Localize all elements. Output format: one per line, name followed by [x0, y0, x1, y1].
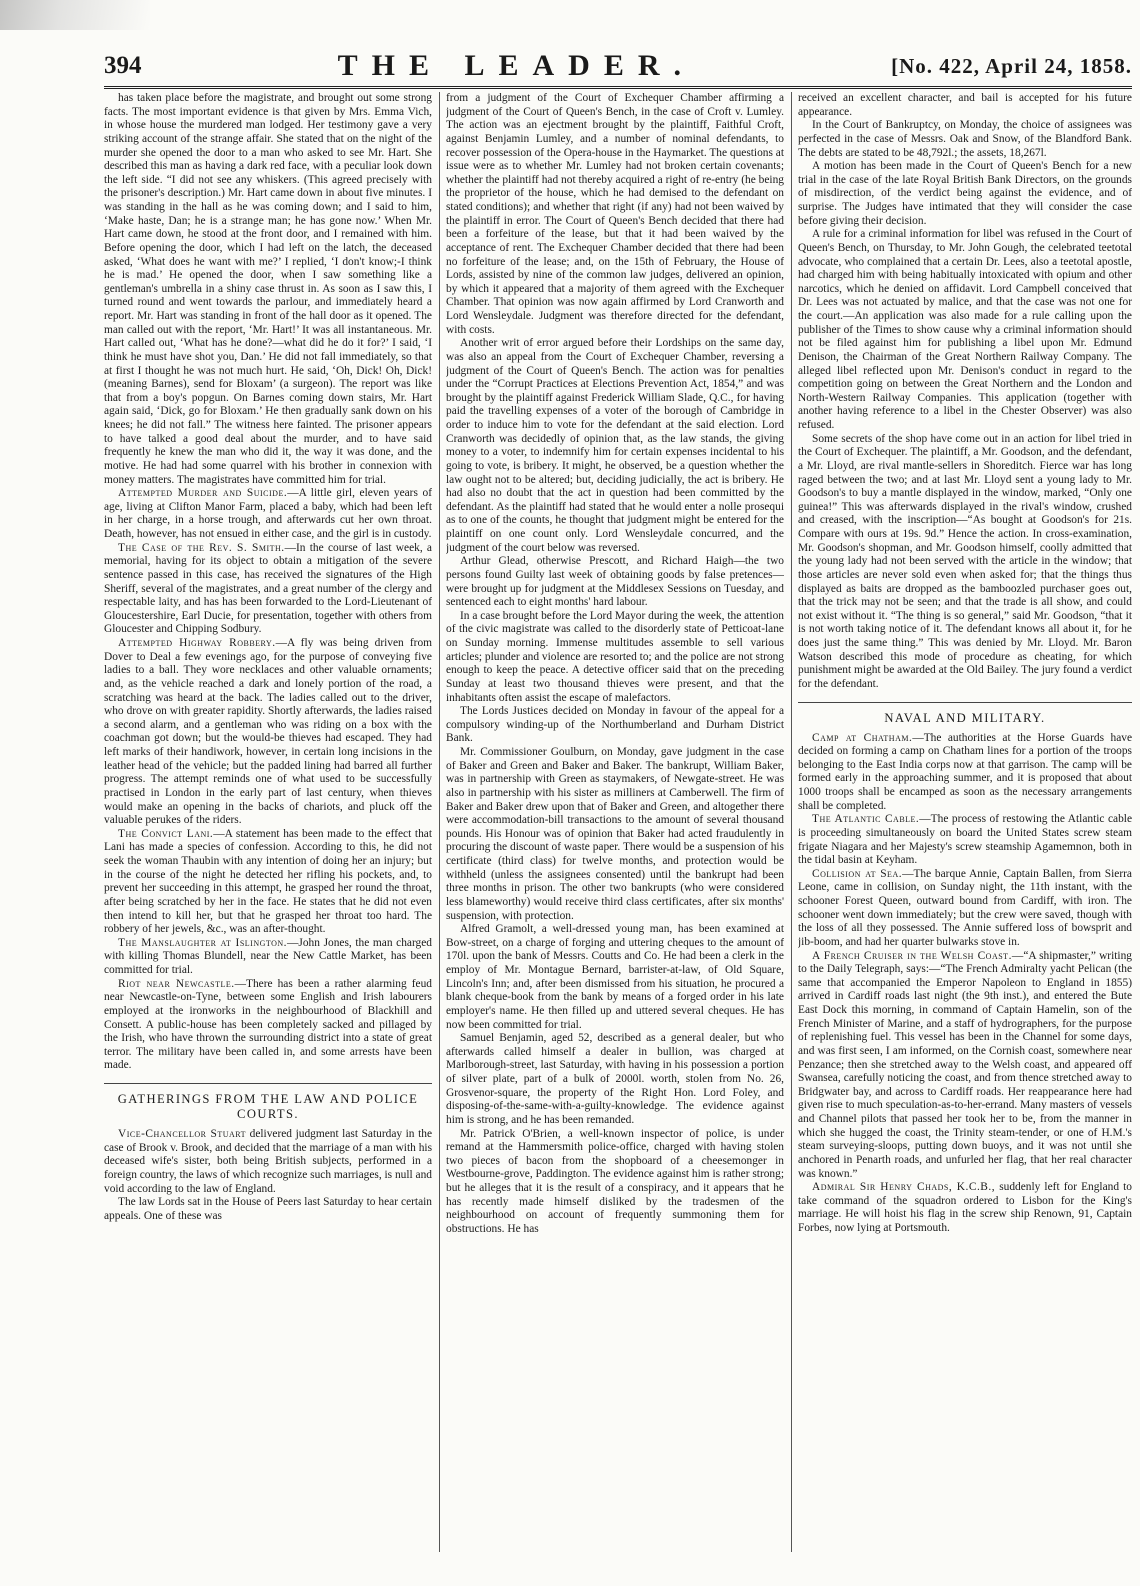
article-paragraph: In a case brought before the Lord Mayor during the week, the attention of the civic magistrate was called to the disorderly state of Petticoat-lane on Sunday morning. Immense multitudes assemble to sell various articles; plunder and violence are resorted to; and the police are not strong enough to keep the peace. A detective officer said that on the preceding Sunday at least two thousand thieves were present, and that the inhabitants often assist the escape of malefactors. — [446, 609, 784, 704]
article-paragraph: Mr. Patrick O'Brien, a well-known inspector of police, is under remand at the Hammersmith police-office, charged with having stolen two pieces of bacon from the shopboard of a cheesemonger in Westbourne-grove, Paddington. The evidence against him is rather strong; but he alleges that it is the result of a conspiracy, and it appears that he has recently made himself disliked by the tradesmen of the neighbourhood on account of frequently summoning them for obstructions. He has — [446, 1127, 784, 1235]
article-paragraph: In the Court of Bankruptcy, on Monday, the choice of assignees was perfected in the case of Messrs. Oak and Snow, of the Blandford Bank. The debts are stated to be 48,792l.; the assets, 18,267l. — [798, 119, 1132, 159]
news-item — [104, 542, 432, 637]
item-subhead: The Atlantic Cable. — [812, 813, 920, 826]
article-paragraph: from a judgment of the Court of Exchequer Chamber affirming a judgment of the Court of Queen's Bench, in the case of Croft v. Lumley. The action was an ejectment brought by the plaintiff, Faithful Croft, against Benjamin Lumley, and a number of nominal defendants, to recover possession of the Opera-house in the Haymarket. The questions at issue were as to whether Mr. Lumley had not broken certain covenants; whether the plaintiff had not thereby acquired a right of re-entry (he being the proprietor of the house, which he had demised to the defendant on stated conditions); and whether that right (if any) had not been waived by the plaintiff in error. The Court of Queen's Bench decided that there had been a forfeiture of the lease, but that it had been waived by the acceptance of rent. The Exchequer Chamber decided that there had been no forfeiture of the lease; and, on the 15th of February, the House of Lords, assisted by nine of the common law judges, delivered an opinion, by which it appeared that a majority of them agreed with the Exchequer Chamber. That opinion was now again affirmed by Lord Cranworth and Lord Wensleydale. Judgment was therefore directed for the defendant, with costs. — [446, 92, 784, 336]
news-item — [798, 1181, 1132, 1236]
item-subhead: Collision at Sea. — [812, 867, 903, 880]
news-item — [104, 637, 432, 828]
article-paragraph: Some secrets of the shop have come out in an action for libel tried in the Court of Exchequer. The plaintiff, a Mr. Goodson, and the defendant, a Mr. Lloyd, are rival mantle-sellers in Shoreditch. Fierce war has long raged between the two; and at last Mr. Lloyd sent a young lady to Mr. Goodson's to buy a mantle displayed in the window, marked, “Only one guinea!” This was afterwards displayed in the rival's window, crushed and creased, with the inscription—“As bought at Goodson's for 21s. Compare with ours at 19s. 9d.” Hence the action. In cross-examination, Mr. Goodson's shopman, and Mr. Goodson himself, coolly admitted that the young lady had not been served with the article in the window; that those articles are never sold even when asked for; that the things thus displayed as baits are dropped as the bamboozled purchaser goes out, that the trick may not be seen; and that the trade is all show, and could not exist without it. “The thing is so general,” said Mr. Goodson, “that it is not worth taking notice of it. The defendant knows all about it, for he does just the same thing.” This was denied by Mr. Lloyd. Mr. Baron Watson described this mode of procedure as cheating, for which punishment might be awarded at the Old Bailey. The jury found a verdict for the defendant. — [798, 432, 1132, 690]
column-divider — [791, 92, 792, 1552]
item-body: —The process of restowing the Atlantic cable is proceeding simultaneously on board the United States screw steam frigate Niagara and her Majesty's screw steamship Agamemnon, both in the tidal basin at Keyham. — [798, 813, 1132, 867]
article-paragraph: Samuel Benjamin, aged 52, described as a general dealer, but who afterwards called himself a dealer in bullion, was charged at Marlborough-street, last Saturday, with having in his possession a portion of silver plate, part of a bulk of 2000l. worth, stolen from No. 26, Grosvenor-square, the property of the Right Hon. Lord Foley, and disposing-of-the-same-with-a-guilty-knowledge. The evidence against him is strong, and he has been remanded. — [446, 1032, 784, 1126]
item-body: —The barque Annie, Captain Ballen, from Sierra Leone, came in collision, on Sunday night, the 11th instant, with the schooner Forest Queen, outward bound from Cardiff, with iron. The schooner went down immediately; but the crew were saved, though with the loss of all they possessed. The Annie suffered loss of bowsprit and jib-boom, and had her quarter bulwarks stove in. — [798, 867, 1132, 948]
article-paragraph: Arthur Glead, otherwise Prescott, and Richard Haigh—the two persons found Guilty last week of obtaining goods by false pretences—were brought up for judgment at the Middlesex Sessions on Tuesday, and sentenced each to eight months' hard labour. — [446, 555, 784, 609]
article-paragraph: received an excellent character, and bail is accepted for his future appearance. — [798, 92, 1132, 118]
section-rule — [798, 702, 1132, 703]
item-subhead: Riot near Newcastle. — [118, 977, 235, 990]
item-body: —A statement has been made to the effect that Lani has made a species of confession. According to this, he did not seek the woman Thaubin with any intention of doing her an injury; but in the course of the night he detected her rifling his pockets, and, to prevent her succeeding in this attempt, he grasped her round the throat, after being scratched by her in the face. He states that he did not even then intend to kill her, but that he grasped her throat too hard. The robbery of her jewels, &c., was an after-thought. — [104, 827, 432, 936]
article-paragraph: Another writ of error argued before their Lordships on the same day, was also an appeal from the Court of Exchequer Chamber, reversing a judgment of the Court of Queen's Bench. The action was for penalties under the “Corrupt Practices at Elections Prevention Act, 1854,” and was brought by the plaintiff against Frederick William Slade, Q.C., for having paid the travelling expenses of a voter of the borough of Cambridge in order to induce him to vote for the defendant at the said election. Lord Cranworth was decidedly of opinion that, as the law stands, the giving money to a voter, to indemnify him for certain expenses incidental to his going to vote, is bribery. It might, he observed, be a question whether the law ought not to be altered; but, deciding judicially, the act is bribery. He had also no doubt that the act in question had been committed by the defendant. As the plaintiff had stated that he would enter a nolle prosequi as to one of the counts, he thought that judgment might be entered for the plaintiff on one count only. Lord Wensleydale concurred, and the judgment of the court below was reversed. — [446, 337, 784, 554]
news-item — [104, 828, 432, 937]
item-body: —In the course of last week, a memorial, having for its object to obtain a mitigation of the severe sentence passed in this case, has received the signatures of the High Sheriff, several of the magistrates, and a great number of the clergy and respectable laity, and has has been forwarded to the Lord-Lieutenant of Gloucestershire, Earl Ducie, for presentation, together with others from Gloucester and Chipping Sodbury. — [104, 541, 432, 636]
section-heading: GATHERINGS FROM THE LAW AND POLICE COURTS. — [117, 1092, 419, 1121]
news-item — [798, 813, 1132, 868]
item-body: —A fly was being driven from Dover to Deal a few evenings ago, for the purpose of conveying five ladies to a ball. They wore necklaces and other valuable ornaments; and, as the vehicle reached a dark and lonely portion of the road, a scratching was heard at the back. The ladies called out to the driver, who drove on with greater rapidity. Shortly afterwards, the ladies raised a second alarm, and a gentleman who was riding on a box with the coachman got down; but the would-be thieves had escaped. They had left marks of their handiwork, however, in certain long incisions in the leather head of the vehicle; but the padded lining had barred all further progress. The attempt reminds one of what used to be successfully practised in London in the early part of last century, when thieves would make an opening in the backs of chariots, and pluck off the valuable perukes of the riders. — [104, 637, 432, 827]
header-rule — [104, 86, 1132, 89]
item-subhead: Admiral Sir Henry Chads, K.C.B., — [812, 1181, 996, 1194]
article-paragraph: Alfred Gramolt, a well-dressed young man, has been examined at Bow-street, on a charge of forging and uttering cheques to the amount of 170l. upon the bank of Messrs. Coutts and Co. He had been a clerk in the employ of Mr. Montague Bernard, barrister-at-law, of Old Square, Lincoln's Inn; and, after been dismissed from his situation, he procured a blank cheque-book from the bank by means of a forged order in his late employer's name. He then filled up and uttered several cheques. He has now been committed for trial. — [446, 923, 784, 1031]
issue-info: [No. 422, April 24, 1858. — [891, 53, 1132, 78]
item-body: delivered judgment last Saturday in the case of Brook v. Brook, and decided that the marriage of a man with his deceased wife's sister, both being British subjects, performed in a foreign country, the laws of which recognize such marriages, is null and void according to the law of England. — [104, 1128, 432, 1195]
news-item — [104, 937, 432, 978]
item-subhead: The Manslaughter at Islington. — [118, 936, 288, 949]
column-3 — [798, 92, 1132, 1552]
item-subhead: Vice-Chancellor Stuart — [118, 1128, 247, 1140]
item-body: —John Jones, the man charged with killing Thomas Blundell, near the New Cattle Market, has been committed for trial. — [104, 936, 432, 976]
item-subhead: Attempted Highway Robbery. — [118, 637, 276, 649]
article-paragraph: The Lords Justices decided on Monday in favour of the appeal for a compulsory winding-up of the Northumberland and Durham District Bank. — [446, 705, 784, 745]
page-number: 394 — [104, 52, 142, 79]
item-subhead: The Case of the Rev. S. Smith. — [118, 541, 285, 554]
item-body: —There has been a rather alarming feud near Newcastle-on-Tyne, between some English and Irish labourers employed at the ironworks in the neighbourhood of Blackhill and Consett. A public-house has been completely sacked and pillaged by the Irish, who have thrown the surrounding district into a state of great terror. The military have been called in, and some arrests have been made. — [104, 977, 432, 1072]
news-item — [104, 487, 432, 542]
item-body: —“A shipmaster,” writing to the Daily Telegraph, says:—“The French Admiralty yacht Pelican (the same that accompanied the Emperor Napoleon to England in 1855) arrived in Cardiff roads last night (the 9th inst.), and entered the Bute East Dock this morning, in command of Captain Hamelin, son of the French Minister of Marine, and a staff of hydrographers, for the purpose of replenishing fuel. This vessel has been in the Channel for some days, and was first seen, I am informed, on the Cornish coast, somewhere near Penzance; then she stretched away to the Welsh coast, and appeared off Swansea, carefully noticing the coast, and from thence stretched away to Bridgwater bay, and across to Cardiff roads. Her reappearance here had given rise to much speculation-as-to-her-errand. Many masters of vessels and Channel pilots that passed her took her to be, from the manner in which she hugged the coast, the Trinity steam-tender, or one of H.M.'s steam surveying-sloops, putting down buoys, and it was not until she anchored in Penarth roads, and unfurled her flag, that her real character was known.” — [798, 949, 1132, 1180]
article-paragraph: has taken place before the magistrate, and brought out some strong facts. The most important evidence is that given by Mrs. Emma Vich, in whose house the murdered man lodged. Her testimony gave a very striking account of the strange affair. She stated that on the night of the murder she opened the door to a man who asked to see Mr. Hart. She described this man as having a dark red face, with a peculiar look down the left side. “I did not see any whiskers. (This agreed precisely with the prisoner's description.) Mr. Hart came down in about five minutes. I was standing in the hall as he was coming down; and I said to him, ‘Make haste, Dan; he is a strange man; he has gone now.’ When Mr. Hart came down, he stood at the front door, and I remained with him. Before opening the door, which I had left on the latch, the deceased asked, ‘What does he want with me?’ I replied, ‘I don't know;-I think he is mad.’ He opened the door, when I saw something like a gentleman's umbrella in a shiny case thrust in. As soon as I saw this, I turned round and went towards the parlour, and immediately heard a report. Mr. Hart was standing in front of the hall door as it opened. The man called out with the report, ‘Mr. Hart!’ It was all instantaneous. Mr. Hart called out, ‘What has he done?—what did he do it for?’ I said, ‘I think he must have shot you, Dan.’ He did not fall immediately, so that at first I thought he was not much hurt. He said, ‘Oh, Dick! Oh, Dick! (meaning Barnes), send for Bloxam’ (a surgeon). The report was like that from a boy's popgun. On Barnes coming down stairs, Mr. Hart again said, ‘Dick, go for Bloxam.’ He then gradually sank down on his knees; he did not fall.” The witness here fainted. The prisoner appears to have talked a good deal about the murder, and to have said frequently he knew the man who did it, the way it was done, and the motive. He had had some quarrel with his brother in connexion with money matters. The magistrates have committed him for trial. — [104, 92, 432, 486]
item-body: —The authorities at the Horse Guards have decided on forming a camp on Chatham lines for a portion of the troops belonging to the East India corps now at that garrison. The camp will be formed early in the approaching summer, and it is proposed that about 1000 troops shall be encamped as soon as the necessary arrangements shall be completed. — [798, 731, 1132, 812]
section-heading: NAVAL AND MILITARY. — [884, 710, 1046, 725]
news-item — [798, 950, 1132, 1182]
running-title: THE LEADER. — [337, 49, 696, 82]
column-2 — [446, 92, 784, 1552]
news-item — [798, 732, 1132, 814]
paper-stain — [0, 0, 150, 30]
article-paragraph: A rule for a criminal information for libel was refused in the Court of Queen's Bench, on Thursday, to Mr. John Gough, the celebrated teetotal advocate, who complained that a certain Dr. Lees, also a teetotal apostle, had charged him with being habitually intoxicated with opium and other narcotics, which he denied on affidavit. Lord Campbell conceived that Dr. Lees was not actuated by malice, and that the case was not one for the court.—An application was also made for a rule calling upon the publisher of the Times to show cause why a criminal information should not be filed against him for publishing a libel upon Mr. Edmund Denison, the Chairman of the Great Northern Railway Company. The alleged libel reflected upon Mr. Denison's conduct in regard to the competition going on between the Great Northern and the London and North-Western Railway Companies. This application (together with another having reference to a libel in the Chester Observer) was also refused. — [798, 228, 1132, 431]
masthead — [104, 48, 1132, 84]
item-subhead: Attempted Murder and Suicide. — [118, 487, 288, 500]
news-item — [798, 868, 1132, 950]
news-item — [104, 1128, 432, 1196]
item-body: suddenly left for England to take command of the squadron ordered to Lisbon for the King's marriage. He will hoist his flag in the screw ship Renown, 91, Captain Forbes, now lying at Portsmouth. — [798, 1181, 1132, 1234]
article-paragraph: The law Lords sat in the House of Peers last Saturday to hear certain appeals. One of these was — [104, 1196, 432, 1222]
item-subhead: A French Cruiser in the Welsh Coast. — [812, 949, 1012, 962]
article-paragraph: Mr. Commissioner Goulburn, on Monday, gave judgment in the case of Baker and Green and Baker and Baker. The bankrupt, William Baker, was in partnership with Green as staymakers, of Newgate-street. He was also in partnership with his sister as milliners at Camberwell. The firm of Baker and Baker drew upon that of Baker and Green, and altogether there were accommodation-bill transactions to the amount of several thousand pounds. His Honour was of opinion that Baker had acted fraudulently in procuring the discount of waste paper. There would be a suspension of his certificate (third class) for twelve months, and protection would be withheld (unless the assignees consented) until the bankrupt had been three months in prison. The other two bankrupts (who were considered less blameworthy) would receive third class certificates, after six months' suspension, with protection. — [446, 746, 784, 922]
item-body: —A little girl, eleven years of age, living at Clifton Manor Farm, placed a baby, which had been left in her charge, in a horse trough, and afterwards cut her own throat. Death, however, has not ensued in either case, and the girl is in custody. — [104, 487, 432, 540]
item-subhead: Camp at Chatham. — [812, 731, 913, 744]
column-1 — [104, 92, 432, 1552]
section-rule — [104, 1083, 432, 1084]
item-subhead: The Convict Lani. — [118, 827, 214, 840]
news-item — [104, 978, 432, 1073]
article-paragraph: A motion has been made in the Court of Queen's Bench for a new trial in the case of the late Royal British Bank Directors, on the grounds of misdirection, of the verdict being against the evidence, and of surprise. The Judges have intimated that they will consider the case before giving their decision. — [798, 160, 1132, 227]
column-divider — [439, 92, 440, 1552]
